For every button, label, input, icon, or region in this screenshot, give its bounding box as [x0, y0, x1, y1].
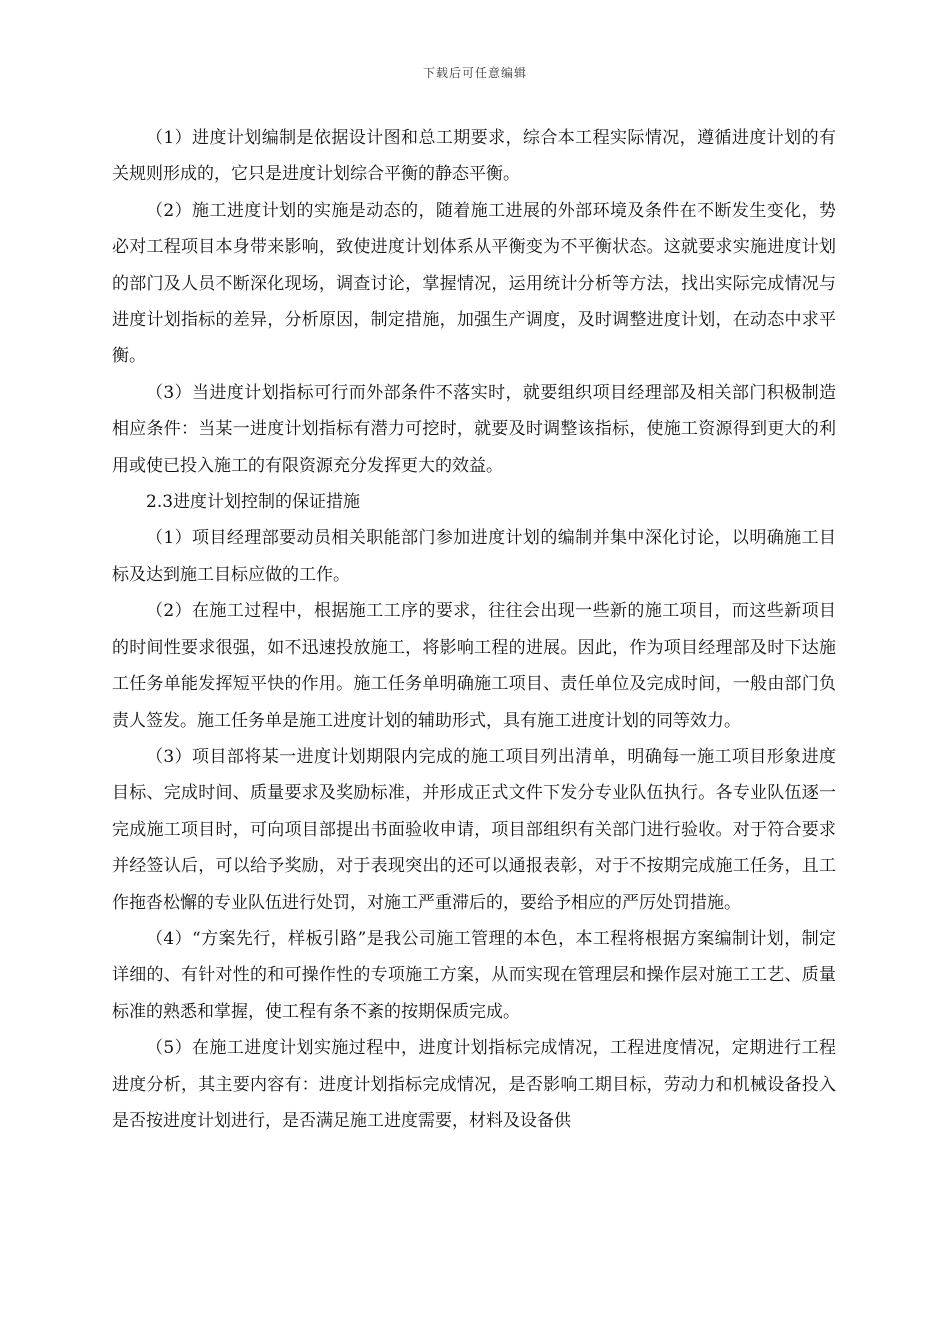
paragraph-measure-5: （5）在施工进度计划实施过程中，进度计划指标完成情况，工程进度情况，定期进行工程进度分析，其主要内容有：进度计划指标完成情况，是否影响工期目标，劳动力和机械设备投入是否按进度计划进行，是否满足施工进度需要，材料及设备供 — [112, 1038, 836, 1131]
paragraph-schedule-dynamic: （2）施工进度计划的实施是动态的，随着施工进展的外部环境及条件在不断发生变化，势必对工程项目本身带来影响，致使进度计划体系从平衡变为不平衡状态。这就要求实施进度计划的部门及人员不断深化现场，调查讨论，掌握情况，运用统计分析等方法，找出实际完成情况与进度计划指标的差异，分析原因，制定措施，加强生产调度，及时调整进度计划，在动态中求平衡。 — [112, 200, 836, 367]
section-heading: 2.3进度计划控制的保证措施 — [146, 492, 361, 513]
paragraph-conditions: （3）当进度计划指标可行而外部条件不落实时，就要组织项目经理部及相关部门积极制造相应条件：当某一进度计划指标有潜力可挖时，就要及时调整该指标，使施工资源得到更大的利用或使已投入施工的有限资源充分发挥更大的效益。 — [112, 382, 836, 476]
paragraph-schedule-static-balance: （1）进度计划编制是依据设计图和总工期要求，综合本工程实际情况，遵循进度计划的有关规则形成的，它只是进度计划综合平衡的静态平衡。 — [112, 128, 836, 185]
paragraph-measure-1: （1）项目经理部要动员相关职能部门参加进度计划的编制并集中深化讨论，以明确施工目标及达到施工目标应做的工作。 — [112, 528, 836, 585]
paragraph-measure-4: （4）“方案先行，样板引路”是我公司施工管理的本色，本工程将根据方案编制计划，制定详细的、有针对性的和可操作性的专项施工方案，从而实现在管理层和操作层对施工工艺、质量标准的熟悉和掌握，使工程有条不紊的按期保质完成。 — [112, 928, 836, 1022]
paragraph-measure-2: （2）在施工过程中，根据施工工序的要求，往往会出现一些新的施工项目，而这些新项目的时间性要求很强，如不迅速投放施工，将影响工程的进展。因此，作为项目经理部及时下达施工任务单能发挥短平快的作用。施工任务单明确施工项目、责任单位及完成时间，一般由部门负责人签发。施工任务单是施工进度计划的辅助形式，具有施工进度计划的同等效力。 — [112, 601, 836, 731]
paragraph-measure-3: （3）项目部将某一进度计划期限内完成的施工项目列出清单，明确每一施工项目形象进度目标、完成时间、质量要求及奖励标准，并形成正式文件下发分专业队伍执行。各专业队伍逐一完成施工项目时，可向项目部提出书面验收申请，项目部组织有关部门进行验收。对于符合要求并经签认后，可以给予奖励，对于表现突出的还可以通报表彰，对于不按期完成施工任务，且工作拖沓松懈的专业队伍进行处罚，对施工严重滞后的，要给予相应的严厉处罚措施。 — [112, 746, 836, 913]
document-body — [112, 120, 836, 1139]
page-header: 下载后可任意编辑 — [422, 66, 527, 80]
